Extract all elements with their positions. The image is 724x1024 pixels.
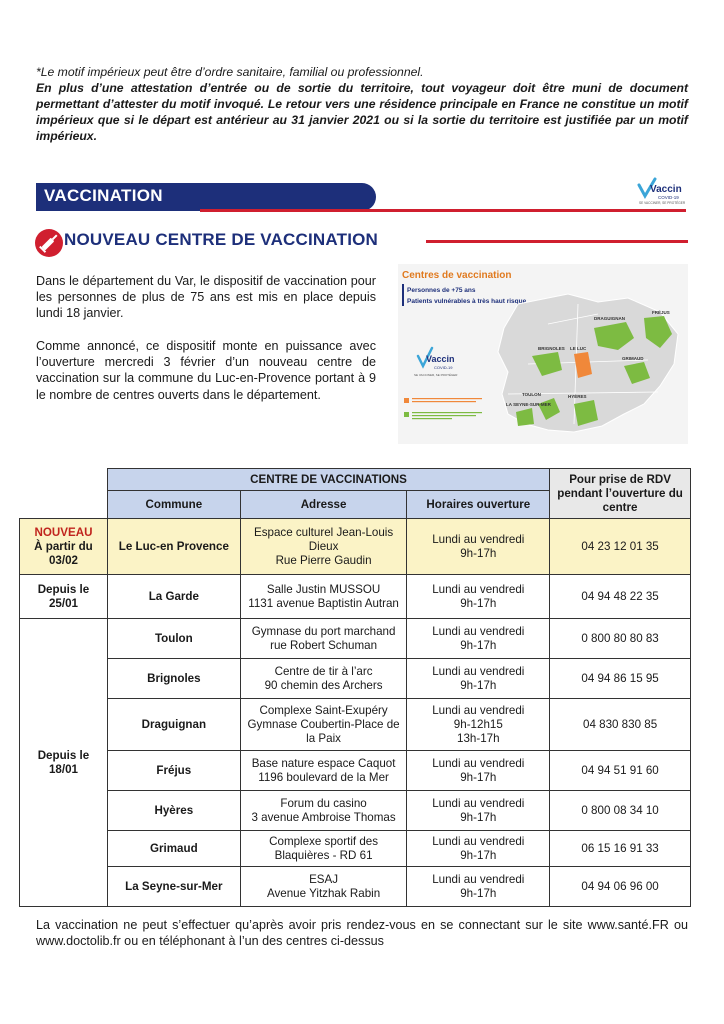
adresse-cell: Salle Justin MUSSOU 1131 avenue Baptistin Autran [240, 575, 407, 619]
adresse-cell: Forum du casino 3 avenue Ambroise Thomas [240, 791, 407, 831]
date-cell-new [20, 519, 108, 575]
adresse-cell: Complexe Saint-Exupéry Gymnase Coubertin-Place de la Paix [240, 699, 407, 751]
horaires-cell: Lundi au vendredi 9h-17h [407, 619, 550, 659]
map-legend-green-swatch [404, 412, 409, 417]
logo-sub: COVID-19 [658, 195, 679, 200]
subsection-red-line [426, 240, 688, 243]
map-label-le-luc: LE LUC [570, 346, 587, 351]
logo-tag: SE VACCINER, SE PROTÉGER [639, 201, 686, 205]
commune-cell: La Garde [107, 575, 240, 619]
map-label-hyeres: HYÈRES [568, 394, 587, 399]
svg-text:Vaccin: Vaccin [426, 354, 455, 364]
adresse-cell: Base nature espace Caquot 1196 boulevard de la Mer [240, 751, 407, 791]
adresse-cell: ESAJ Avenue Yitzhak Rabin [240, 867, 407, 907]
telephone-cell: 04 830 830 85 [550, 699, 691, 751]
commune-cell: Toulon [107, 619, 240, 659]
svg-text:SE VACCINER, SE PROTÉGER: SE VACCINER, SE PROTÉGER [414, 373, 458, 377]
table-row [20, 575, 691, 619]
table-rdv-header: Pour prise de RDV pendant l’ouverture du centre [550, 469, 691, 519]
adresse-cell: Complexe sportif des Blaquières - RD 61 [240, 831, 407, 867]
map-label-frejus: FRÉJUS [652, 310, 670, 315]
horaires-cell: Lundi au vendredi 9h-17h [407, 519, 550, 575]
table-group-header: CENTRE DE VACCINATIONS [107, 469, 549, 491]
map-title: Centres de vaccination [402, 270, 512, 281]
section-red-line [200, 209, 686, 212]
horaires-cell: Lundi au vendredi 9h-12h15 13h-17h [407, 699, 550, 751]
telephone-cell: 04 94 48 22 35 [550, 575, 691, 619]
commune-cell: Brignoles [107, 659, 240, 699]
telephone-cell: 04 94 06 96 00 [550, 867, 691, 907]
telephone-cell: 0 800 80 80 83 [550, 619, 691, 659]
horaires-cell: Lundi au vendredi 9h-17h [407, 867, 550, 907]
commune-cell: Le Luc-en Provence [107, 519, 240, 575]
column-header-adresse: Adresse [240, 491, 407, 519]
map-legend-orange-swatch [404, 398, 409, 403]
paragraph-1: Dans le département du Var, le dispositif de vaccination pour les personnes de plus de 75 ans est mis en place depuis lundi 18 janvier. [36, 274, 376, 321]
map-label-brignoles: BRIGNOLES [538, 346, 565, 351]
footer-text: La vaccination ne peut s’effectuer qu’après avoir pris rendez-vous en se connectant sur le site www.santé.FR ou www.doctolib.fr ou en téléphonant à l’un des centres ci-dessus [36, 918, 688, 949]
map-label-draguignan: DRAGUIGNAN [594, 316, 625, 321]
telephone-cell: 04 94 86 15 95 [550, 659, 691, 699]
adresse-cell: Espace culturel Jean-Louis Dieux Rue Pierre Gaudin [240, 519, 407, 575]
svg-text:COVID-19: COVID-19 [434, 365, 453, 370]
commune-cell: Hyères [107, 791, 240, 831]
table-row [20, 791, 691, 831]
column-header-commune: Commune [107, 491, 240, 519]
adresse-cell: Centre de tir à l’arc 90 chemin des Archers [240, 659, 407, 699]
telephone-cell: 06 15 16 91 33 [550, 831, 691, 867]
horaires-cell: Lundi au vendredi 9h-17h [407, 751, 550, 791]
intro-note: *Le motif impérieux peut être d’ordre sanitaire, familial ou professionnel. [36, 65, 424, 79]
commune-cell: Fréjus [107, 751, 240, 791]
new-badge: NOUVEAU [34, 525, 93, 539]
map-legend-2: Patients vulnérables à très haut risque [407, 298, 527, 305]
map-label-toulon: TOULON [522, 392, 541, 397]
telephone-cell: 0 800 08 34 10 [550, 791, 691, 831]
syringe-icon [34, 228, 64, 258]
table-row [20, 699, 691, 751]
horaires-cell: Lundi au vendredi 9h-17h [407, 575, 550, 619]
section-title: VACCINATION [44, 186, 163, 205]
commune-cell: Grimaud [107, 831, 240, 867]
new-date: À partir du 03/02 [34, 539, 93, 567]
table-row [20, 659, 691, 699]
paragraph-2: Comme annoncé, ce dispositif monte en puissance avec l’ouverture mercredi 3 février d’un nouveau centre de vaccination sur la commune du Luc-en-Provence portant à 9 le nombre de centres ouverts dans le département. [36, 339, 376, 402]
table-row [20, 751, 691, 791]
table-row [20, 619, 691, 659]
horaires-cell: Lundi au vendredi 9h-17h [407, 791, 550, 831]
vaccination-centres-table [19, 468, 691, 907]
map-legend-1: Personnes de +75 ans [407, 287, 476, 294]
vaccin-check-logo-icon [636, 176, 686, 206]
map-label-la-seyne: LA SEYNE-SUR-MER [506, 402, 551, 407]
commune-cell: Draguignan [107, 699, 240, 751]
table-corner-empty [20, 469, 108, 519]
horaires-cell: Lundi au vendredi 9h-17h [407, 831, 550, 867]
map-label-grimaud: GRIMAUD [622, 356, 644, 361]
intro-block [36, 64, 688, 144]
column-header-horaires: Horaires ouverture [407, 491, 550, 519]
table-row [20, 519, 691, 575]
date-cell-2501: Depuis le 25/01 [20, 575, 108, 619]
commune-cell: La Seyne-sur-Mer [107, 867, 240, 907]
table-row [20, 831, 691, 867]
intro-bold-text: En plus d’une attestation d’entrée ou de sortie du territoire, tout voyageur doit être muni de document permettant d’attester du motif invoqué. Le retour vers une résidence principale en France ne constitue un motif impérieux que si le départ est antérieur au 31 janvier 2021 ou si la sortie du territoire est justifiée par un motif impérieux. [36, 81, 688, 143]
logo-text: Vaccin [650, 184, 682, 195]
vaccination-centres-map [398, 264, 688, 444]
telephone-cell: 04 23 12 01 35 [550, 519, 691, 575]
adresse-cell: Gymnase du port marchand rue Robert Schuman [240, 619, 407, 659]
table-row [20, 867, 691, 907]
telephone-cell: 04 94 51 91 60 [550, 751, 691, 791]
horaires-cell: Lundi au vendredi 9h-17h [407, 659, 550, 699]
date-cell-1801: Depuis le 18/01 [20, 619, 108, 907]
subsection-title: NOUVEAU CENTRE DE VACCINATION [64, 230, 379, 249]
